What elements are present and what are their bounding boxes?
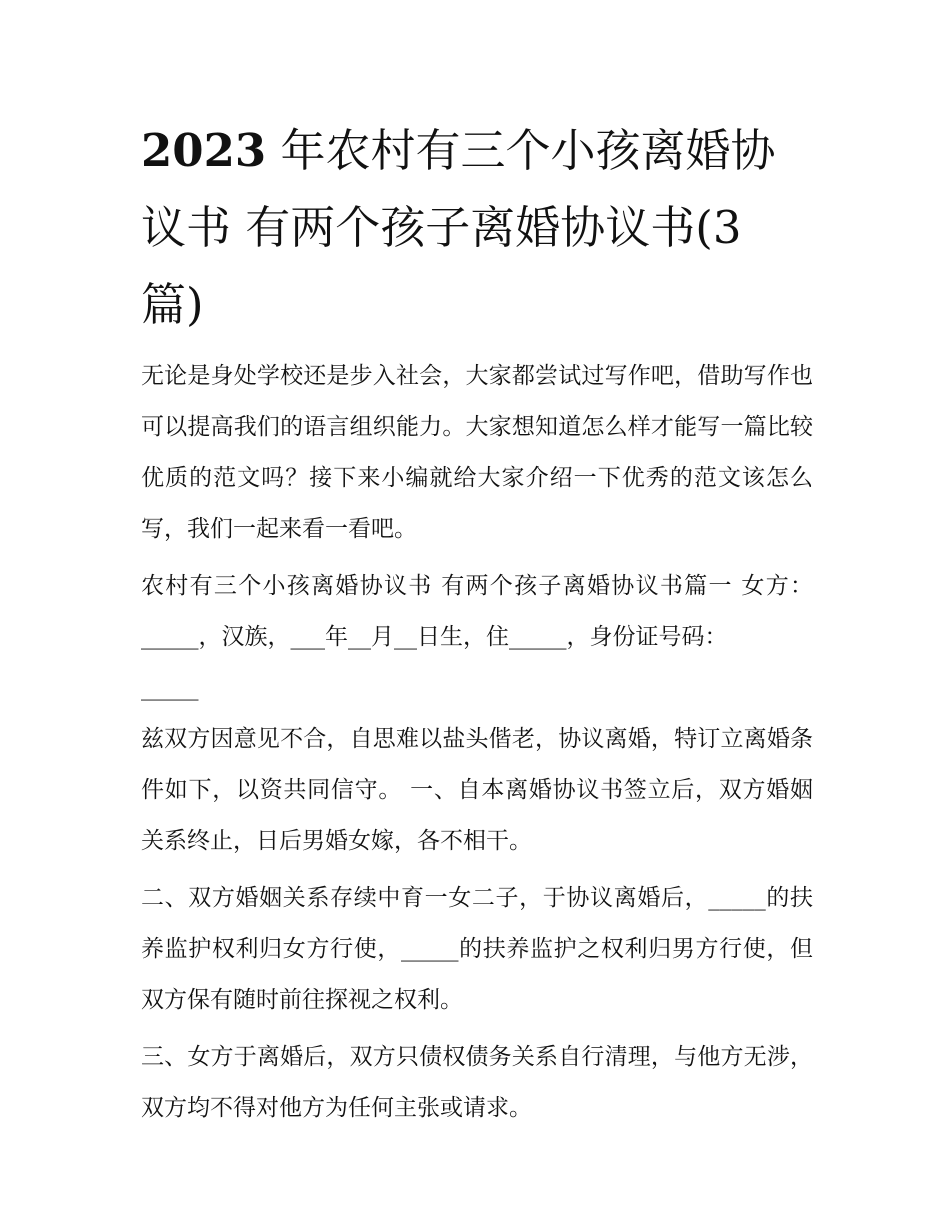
clause-three-paragraph: 三、女方于离婚后，双方只债权债务关系自行清理，与他方无涉，双方均不得对他方为任何主张或请求。 — [141, 1044, 813, 1121]
title-text: 年农村有三个小孩离婚协议书 有两个孩子离婚协议书(3 篇) — [141, 124, 776, 331]
clause-one-paragraph: 兹双方因意见不合，自思难以盐头偕老，协议离婚，特订立离婚条件如下，以资共同信守。 一、自本离婚协议书签立后，双方婚姻关系终止，日后男婚女嫁，各不相干。 — [141, 726, 813, 854]
document-content — [141, 112, 813, 1134]
section-one-heading-paragraph: 农村有三个小孩离婚协议书 有两个孩子离婚协议书篇一 女方：_____，汉族，___年__月__日生，住_____，身份证号码： — [141, 573, 813, 650]
intro-paragraph: 无论是身处学校还是步入社会，大家都尝试过写作吧，借助写作也可以提高我们的语言组织能力。大家想知道怎么样才能写一篇比较优质的范文吗？接下来小编就给大家介绍一下优秀的范文该怎么写，我们一起来看一看吧。 — [141, 363, 813, 542]
id-number-blank: _____ — [141, 675, 199, 701]
clause-two-paragraph: 二、双方婚姻关系存续中育一女二子，于协议离婚后，_____的扶养监护权利归女方行使，_____的扶养监护之权利归男方行使，但双方保有随时前往探视之权利。 — [141, 885, 813, 1013]
title-year: 2023 — [141, 124, 267, 177]
document-title — [141, 112, 813, 343]
